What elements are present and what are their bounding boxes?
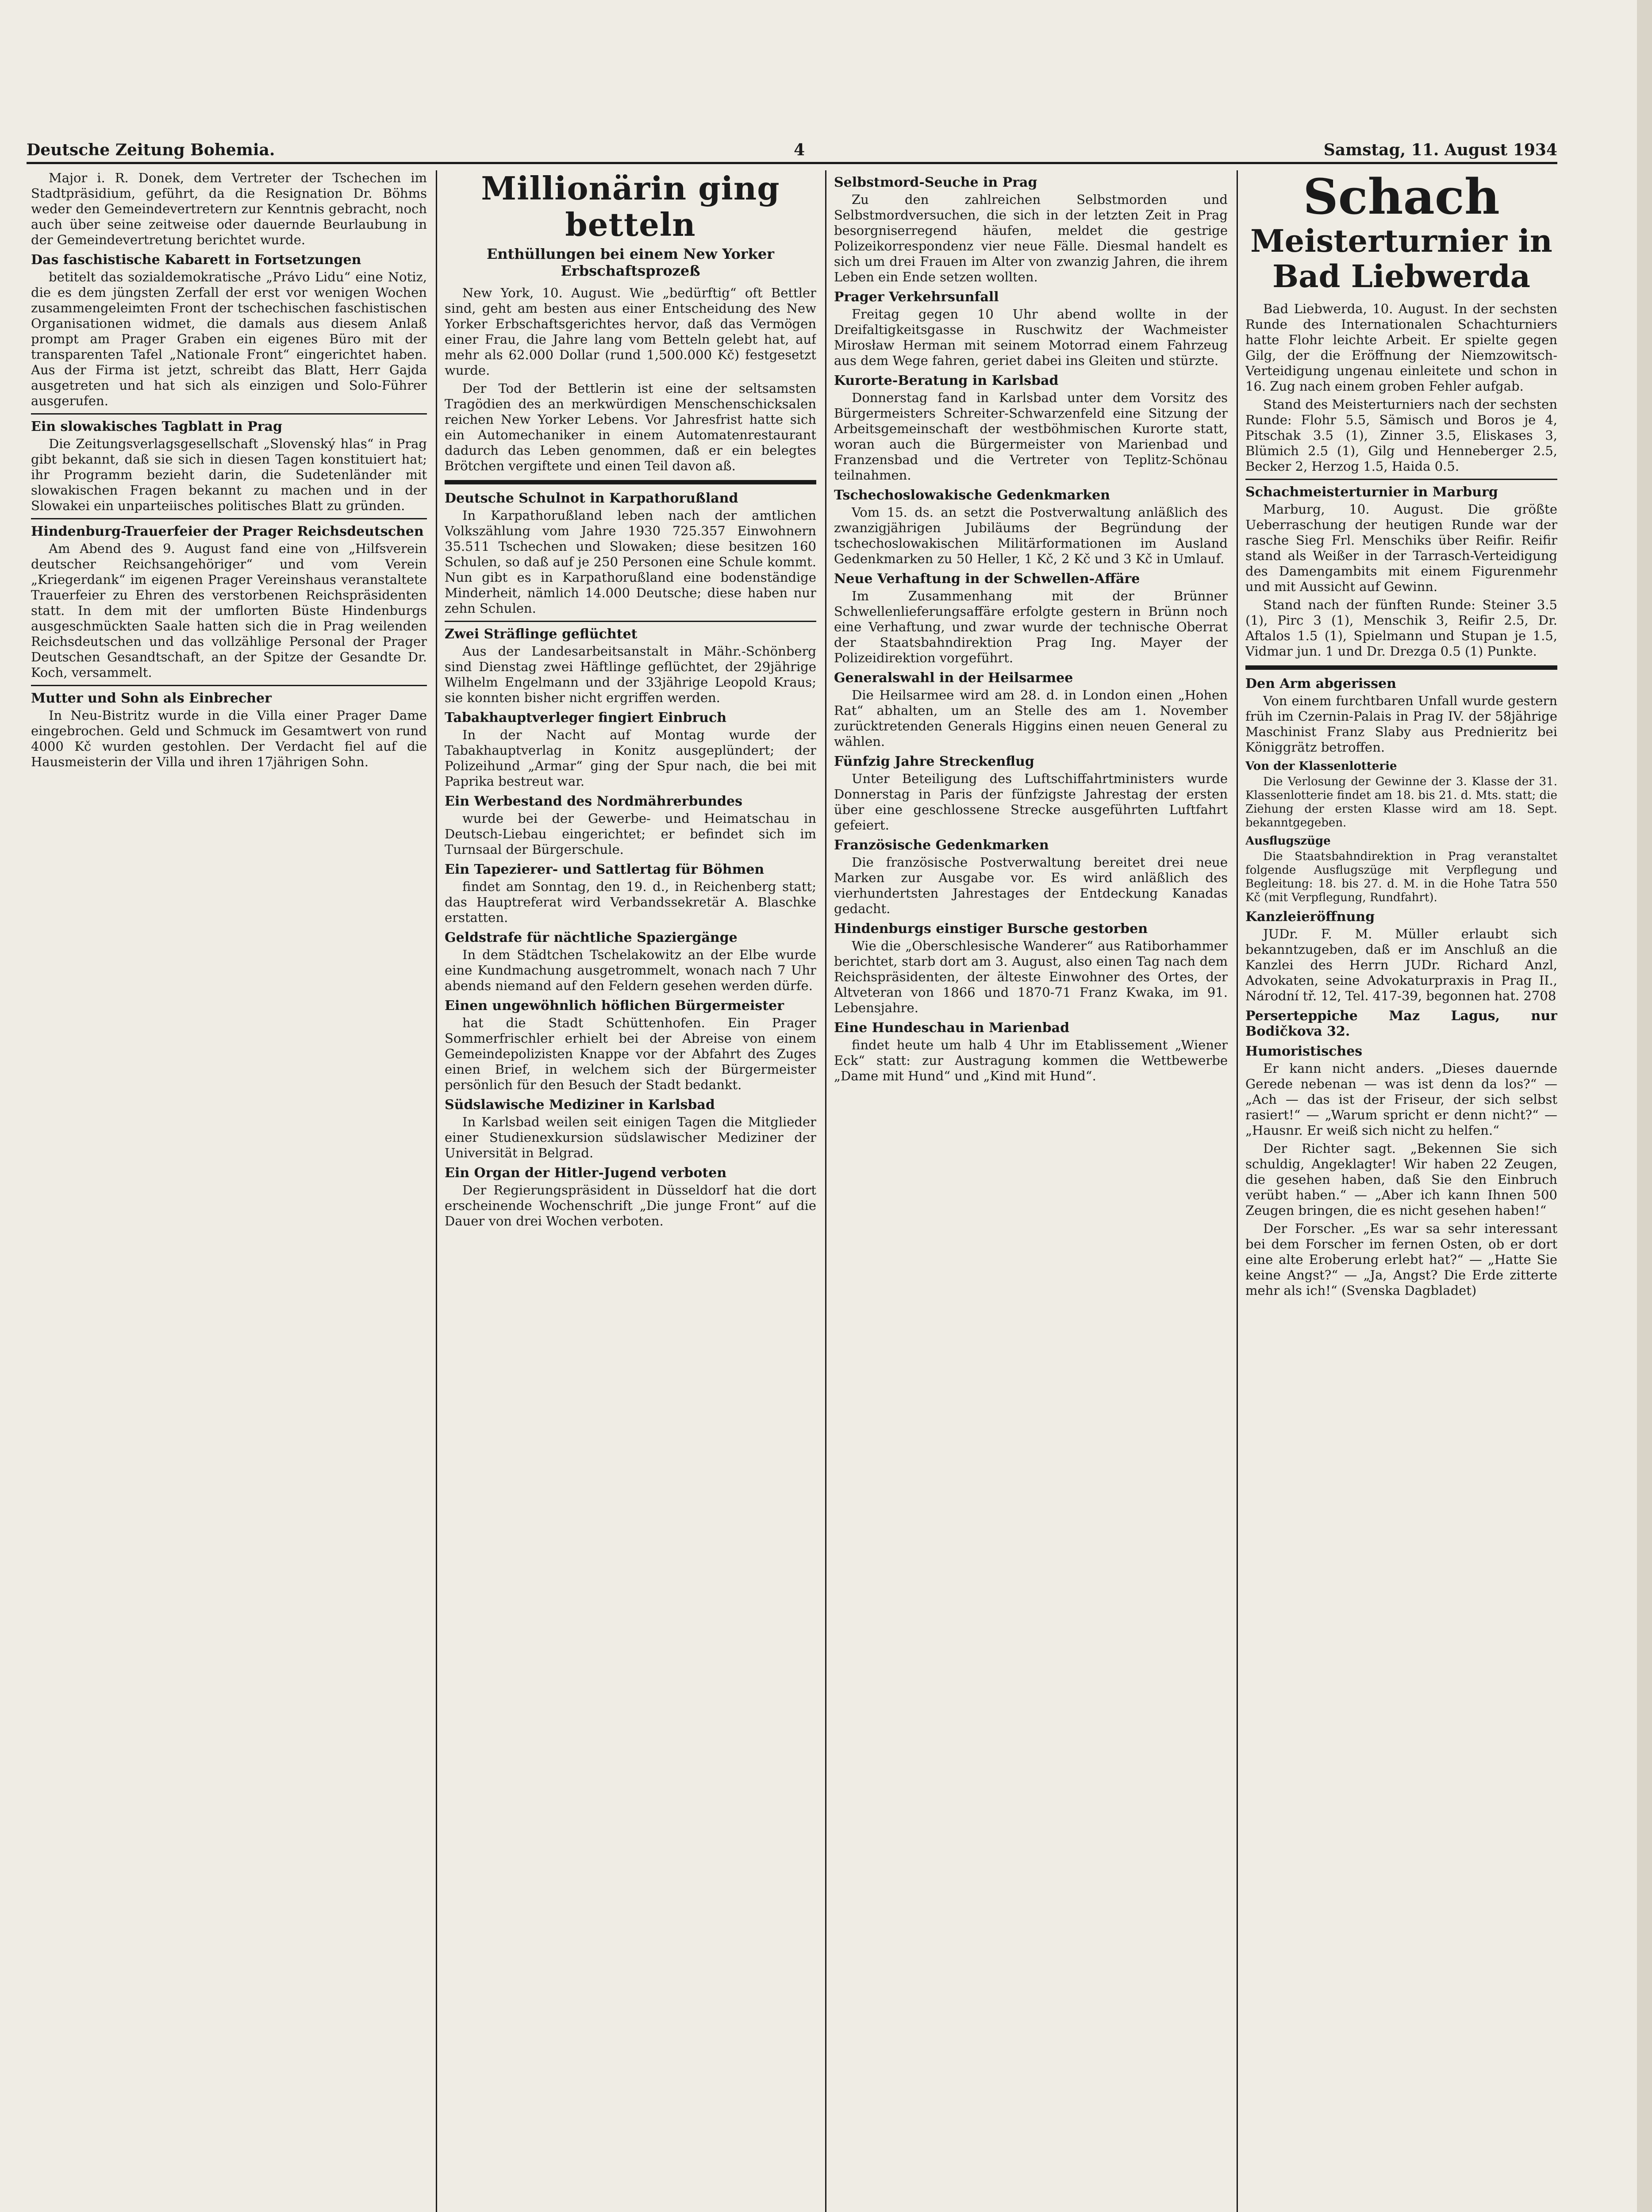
article-text: Major i. R. Donek, dem Vertreter der Tschechen im Stadtpräsidium, geführt, da die Resignation Dr. Böhms weder den Gemeindevertretern zur Kenntnis gebracht, noch auch über seine zeitweise oder dauernde Beurlaubung in der Gemeindevertretung berichtet wurde.: [31, 170, 427, 247]
article-heading: Französische Gedenkmarken: [834, 837, 1049, 853]
article-heading: Generalswahl in der Heilsarmee: [834, 670, 1073, 686]
running-head: [27, 133, 1557, 164]
article-text: Bad Liebwerda, 10. August. In der sechsten Runde des Internationalen Schachturniers hatte Flohr leichte Arbeit. Er spielte gegen Gilg, der die Eröffnung der Niemzowitsch-Verteidigung ungenau einleitete und schon in 16. Zug nach einem groben Fehler aufgab.: [1245, 301, 1557, 394]
article-heading: Mutter und Sohn als Einbrecher: [31, 691, 272, 706]
article-text: betitelt das sozialdemokratische „Právo Lidu“ eine Notiz, die es dem jüngsten Zerfall der erst vor wenigen Wochen zusammengeleimten Front der tschechischen faschistischen Organisationen widmet, die damals aus diesem Anlaß prompt am Prager Graben ein eigenes Büro mit der transparenten Tafel „Nationale Front“ eingerichtet haben. Aus der Firma ist jetzt, schreibt das Blatt, Herr Gajda ausgetreten und hat sich als einzigen und Solo-Führer ausgerufen.: [31, 269, 427, 408]
article-text: Stand des Meisterturniers nach der sechsten Runde: Flohr 5.5, Sämisch und Boros je 4, Pitschak 3.5 (1), Zinner 3.5, Eliskases 3, Blümich 2.5 (1), Gilg und Henneberger 2.5, Becker 2, Herzog 1.5, Haida 0.5.: [1245, 397, 1557, 474]
article-text: In Karlsbad weilen seit einigen Tagen die Mitglieder einer Studienexkursion südslawischer Mediziner der Universität in Belgrad.: [445, 1114, 816, 1160]
article-text: Stand nach der fünften Runde: Steiner 3.5 (1), Pirc 3 (1), Menschik 3, Reifir 2.5, Dr. Aftalos 1.5 (1), Spielmann und Stupan je 1.5, Vidmar jun. 1 und Dr. Drezga 0.5 (1) Punkte.: [1245, 597, 1557, 659]
article-text: In dem Städtchen Tschelakowitz an der Elbe wurde eine Kundmachung ausgetrommelt, wonach nach 7 Uhr abends niemand auf den Feldern gesehen werden dürfe.: [445, 947, 816, 993]
divider: [1245, 479, 1557, 480]
article-text: Die Zeitungsverlagsgesellschaft „Slovenský hlas“ in Prag gibt bekannt, daß sie sich in diesen Tagen konstituiert hat; ihr Programm bezieht darin, die Sudetenländer mit slowakischen Fragen bekannt zu machen und in der Slowakei ein unparteiisches politisches Blatt zu gründen.: [31, 436, 427, 513]
column-rule: [436, 170, 437, 2212]
article-text: Am Abend des 9. August fand eine von „Hilfsverein deutscher Reichsangehöriger“ und vom Verein „Kriegerdank“ im eigenen Prager Vereinshaus veranstaltete Trauerfeier zu Ehren des verstorbenen Reichspräsidenten statt. In dem mit der umflorten Büste Hindenburgs ausgeschmückten Saale hatten sich die in Prag weilenden Reichsdeutschen und das vollzählige Personal der Prager Deutschen Gesandtschaft, an der Spitze der Gesandte Dr. Koch, versammelt.: [31, 541, 427, 680]
article-heading: Prager Verkehrsunfall: [834, 289, 999, 305]
article-text: Die Verlosung der Gewinne der 3. Klasse der 31. Klassenlotterie findet am 18. bis 21. d. Mts. statt; die Ziehung der ersten Klasse wird am 18. Sept. bekanntgegeben.: [1245, 775, 1557, 830]
article-heading: Schachmeisterturnier in Marburg: [1245, 484, 1498, 500]
article-heading: Eine Hundeschau in Marienbad: [834, 1020, 1070, 1036]
article-text: Die Staatsbahndirektion in Prag veranstaltet folgende Ausflugszüge mit Verpflegung und Begleitung: 18. bis 27. d. M. in die Hohe Tatra 550 Kč (mit Verpflegung, Rundfahrt).: [1245, 850, 1557, 904]
article-heading: Zwei Sträflinge geflüchtet: [445, 626, 638, 642]
divider: [1245, 665, 1557, 670]
article-text: Vom 15. ds. an setzt die Postverwaltung anläßlich des zwanzigjährigen Jubiläums der Begründung der tschechoslowakischen Militärformationen im Ausland Gedenkmarken zu 50 Heller, 1 Kč, 2 Kč und 3 Kč in Umlauf.: [834, 505, 1228, 566]
article-heading: Das faschistische Kabarett in Fortsetzungen: [31, 252, 361, 268]
column-3: [834, 170, 1228, 2212]
article-text: Von einem furchtbaren Unfall wurde gestern früh im Czernin-Palais in Prag IV. der 58jährige Maschinist Franz Slaby aus Prednieritz bei Königgrätz betroffen.: [1245, 693, 1557, 755]
divider: [31, 413, 427, 415]
article-heading: Ein Tapezierer- und Sattlertag für Böhmen: [445, 862, 765, 877]
page-edge-shadow: [1637, 0, 1652, 2212]
chess-headline: Meisterturnier in Bad Liebwerda: [1250, 223, 1552, 295]
page-number: 4: [794, 141, 805, 159]
article-heading: Deutsche Schulnot in Karpathorußland: [445, 491, 738, 506]
article-heading: Selbstmord-Seuche in Prag: [834, 175, 1037, 190]
article-heading: Hindenburg-Trauerfeier der Prager Reichsdeutschen: [31, 524, 424, 539]
divider: [31, 518, 427, 519]
column-1: [31, 170, 427, 2212]
article-text: Freitag gegen 10 Uhr abend wollte in der Dreifaltigkeitsgasse in Ruschwitz der Wachmeister Mirosław Herman mit seinem Motorrad einem Fahrzeug aus dem Wege fahren, geriet dabei ins Gleiten und stürzte.: [834, 307, 1228, 368]
article-heading: Fünfzig Jahre Streckenflug: [834, 754, 1034, 769]
article-text: Donnerstag fand in Karlsbad unter dem Vorsitz des Bürgermeisters Schreiter-Schwarzenfeld eine Sitzung der Arbeitsgemeinschaft der westböhmischen Kurorte statt, woran auch die Bürgermeister von Marienbad und Franzensbad und die Vertreter von Teplitz-Schönau teilnahmen.: [834, 390, 1228, 483]
article-heading: Ein Organ der Hitler-Jugend verboten: [445, 1165, 727, 1181]
article-heading: Von der Klassenlotterie: [1245, 760, 1397, 773]
article-text: Der Tod der Bettlerin ist eine der seltsamsten Tragödien des an merkwürdigen Menschenschicksalen reichen New Yorker Lebens. Vor Jahresfrist hatte sich ein Automechaniker in einem Automatenrestaurant dadurch das Leben genommen, daß er ein belegtes Brötchen vergiftete und einen Teil davon aß.: [445, 381, 816, 473]
article-heading: Ausflugszüge: [1245, 834, 1331, 848]
column-rule: [1237, 170, 1238, 2212]
article-heading: Geldstrafe für nächtliche Spaziergänge: [445, 930, 738, 945]
article-text: Unter Beteiligung des Luftschiffahrtministers wurde Donnerstag in Paris der fünfzigste Jahrestag der ersten über eine geschlossene Strecke ausgeführten Luftfahrt gefeiert.: [834, 771, 1228, 833]
article-heading: Neue Verhaftung in der Schwellen-Affäre: [834, 571, 1140, 587]
article-heading: Ein Werbestand des Nordmährerbundes: [445, 794, 742, 809]
article-heading: Hindenburgs einstiger Bursche gestorben: [834, 921, 1148, 937]
main-headline: Millionärin ging betteln: [481, 170, 780, 243]
article-text: JUDr. F. M. Müller erlaubt sich bekanntzugeben, daß er im Anschluß an die Kanzlei des Herrn JUDr. Richard Anzl, Advokaten, seine Advokaturpraxis in Prag II., Národní tř. 12, Tel. 417-39, begonnen hat. 2708: [1245, 926, 1557, 1003]
article-text: In Neu-Bistritz wurde in die Villa einer Prager Dame eingebrochen. Geld und Schmuck im Gesamtwert von rund 4000 Kč wurden gestohlen. Der Verdacht fiel auf die Hausmeisterin der Villa und ihren 17jährigen Sohn.: [31, 708, 427, 769]
article-heading: Perserteppiche Maz Lagus, nur Bodičkova 32.: [1245, 1008, 1557, 1039]
article-text: Die Heilsarmee wird am 28. d. in London einen „Hohen Rat“ abhalten, um an Stelle des am 1. November zurücktretenden Generals Higgins einen neuen General zu wählen.: [834, 687, 1228, 749]
article-heading: Den Arm abgerissen: [1245, 676, 1396, 691]
article-text: Der Forscher. „Es war sa sehr interessant bei dem Forscher im fernen Osten, ob er dort eine alte Eroberung erlebt hat?“ — „Hatte Sie keine Angst?“ — „Ja, Angst? Die Erde zitterte mehr als ich!“ (Svenska Dagbladet): [1245, 1221, 1557, 1298]
article-heading: Einen ungewöhnlich höflichen Bürgermeister: [445, 998, 784, 1014]
issue-date: Samstag, 11. August 1934: [1323, 141, 1557, 159]
article-text: Wie die „Oberschlesische Wanderer“ aus Ratiborhammer berichtet, starb dort am 3. August, also einen Tag nach dem Reichspräsidenten, der älteste Einwohner des Ortes, der Altveteran von 1866 und 1870-71 Franz Kwaka, im 91. Lebensjahre.: [834, 938, 1228, 1015]
headline-deck: Enthüllungen bei einem New Yorker Erbschaftsprozeß: [486, 246, 775, 279]
article-heading: Südslawische Mediziner in Karlsbad: [445, 1097, 715, 1113]
article-heading: Tabakhauptverleger fingiert Einbruch: [445, 710, 727, 726]
article-text: Zu den zahlreichen Selbstmorden und Selbstmordversuchen, die sich in der letzten Zeit in Prag besorgniserregend häufen, meldet die gestrige Polizeikorrespondenz vier neue Fälle. Diesmal handelt es sich um drei Frauen im Alter von zwanzig Jahren, die ihrem Leben ein Ende setzen wollten.: [834, 192, 1228, 284]
divider: [445, 480, 816, 484]
article-text: Aus der Landesarbeitsanstalt in Mähr.-Schönberg sind Dienstag zwei Häftlinge geflüchtet, der 29jährige Wilhelm Engelmann und der 33jährige Leopold Kraus; sie konnten bisher nicht ergriffen werden.: [445, 644, 816, 705]
article-heading: Ein slowakisches Tagblatt in Prag: [31, 419, 282, 434]
article-text: hat die Stadt Schüttenhofen. Ein Prager Sommerfrischler erhielt bei der Abreise von einem Gemeindepolizisten Knappe vor der Abfahrt des Zuges einen Brief, in welchem sich der Bürgermeister persönlich für den Besuch der Stadt bedankt.: [445, 1015, 816, 1092]
divider: [31, 685, 427, 686]
column-rule: [825, 170, 826, 2212]
article-heading: Humoristisches: [1245, 1044, 1363, 1059]
article-text: In der Nacht auf Montag wurde der Tabakhauptverlag in Konitz ausgeplündert; der Polizeihund „Armar“ ging der Spur nach, die bei mit Paprika bestreut war.: [445, 727, 816, 789]
article-text: New York, 10. August. Wie „bedürftig“ oft Bettler sind, geht am besten aus einer Entscheidung des New Yorker Erbschaftsgerichtes hervor, daß das Vermögen einer Frau, die Jahre lang vom Betteln gelebt hat, auf mehr als 62.000 Dollar (rund 1,500.000 Kč) festgesetzt wurde.: [445, 285, 816, 378]
article-text: wurde bei der Gewerbe- und Heimatschau in Deutsch-Liebau eingerichtet; er befindet sich im Turnsaal der Bürgerschule.: [445, 811, 816, 857]
article-text: Der Regierungspräsident in Düsseldorf hat die dort erscheinende Wochenschrift „Die junge Front“ auf die Dauer von drei Wochen verboten.: [445, 1183, 816, 1229]
article-heading: Kurorte-Beratung in Karlsbad: [834, 373, 1059, 388]
article-text: Marburg, 10. August. Die größte Ueberraschung der heutigen Runde war der rasche Sieg Frl. Menschiks über Reifir. Reifir stand als Weißer in der Tarrasch-Verteidigung des Damengambits mit einem Figurenmehr und mit Aussicht auf Gewinn.: [1245, 502, 1557, 594]
chess-section-title: Schach: [1303, 170, 1500, 225]
article-text: Er kann nicht anders. „Dieses dauernde Gerede nebenan — was ist denn da los?“ — „Ach — das ist der Friseur, der sich selbst rasiert!“ — „Warum spricht er denn nicht?“ — „Hausnr. Er weiß sich nicht zu helfen.“: [1245, 1061, 1557, 1138]
article-heading: Tschechoslowakische Gedenkmarken: [834, 488, 1110, 503]
article-text: Im Zusammenhang mit der Brünner Schwellenlieferungsaffäre erfolgte gestern in Brünn noch eine Verhaftung, und zwar wurde der technische Oberrat der Staatsbahndirektion Prag Ing. Mayer der Polizeidirektion vorgeführt.: [834, 588, 1228, 665]
article-text: findet heute um halb 4 Uhr im Etablissement „Wiener Eck“ statt: zur Austragung kommen die Wettbewerbe „Dame mit Hund“ und „Kind mit Hund“.: [834, 1037, 1228, 1083]
paper-name: Deutsche Zeitung Bohemia.: [27, 141, 275, 159]
article-text: Die französische Postverwaltung bereitet drei neue Marken zur Ausgabe vor. Es wird anläßlich des vierhundertsten Jahrestages der Entdeckung Kanadas gedacht.: [834, 855, 1228, 916]
article-heading: Kanzleieröffnung: [1245, 909, 1375, 925]
divider: [445, 621, 816, 622]
column-2: [445, 170, 816, 2212]
article-text: findet am Sonntag, den 19. d., in Reichenberg statt; das Hauptreferat wird Verbandssekretär A. Blaschke erstatten.: [445, 879, 816, 925]
article-text: Der Richter sagt. „Bekennen Sie sich schuldig, Angeklagter! Wir haben 22 Zeugen, die gesehen haben, daß Sie den Einbruch verübt haben.“ — „Aber ich kann Ihnen 500 Zeugen bringen, die es nicht gesehen haben!“: [1245, 1141, 1557, 1218]
column-4: [1245, 170, 1557, 2212]
article-text: In Karpathorußland leben nach der amtlichen Volkszählung vom Jahre 1930 725.357 Einwohnern 35.511 Tschechen und Slowaken; diese besitzen 160 Schulen, so daß auf je 250 Personen eine Schule kommt. Nun gibt es in Karpathorußland eine bodenständige Minderheit, nämlich 14.000 Deutsche; diese haben nur zehn Schulen.: [445, 508, 816, 616]
